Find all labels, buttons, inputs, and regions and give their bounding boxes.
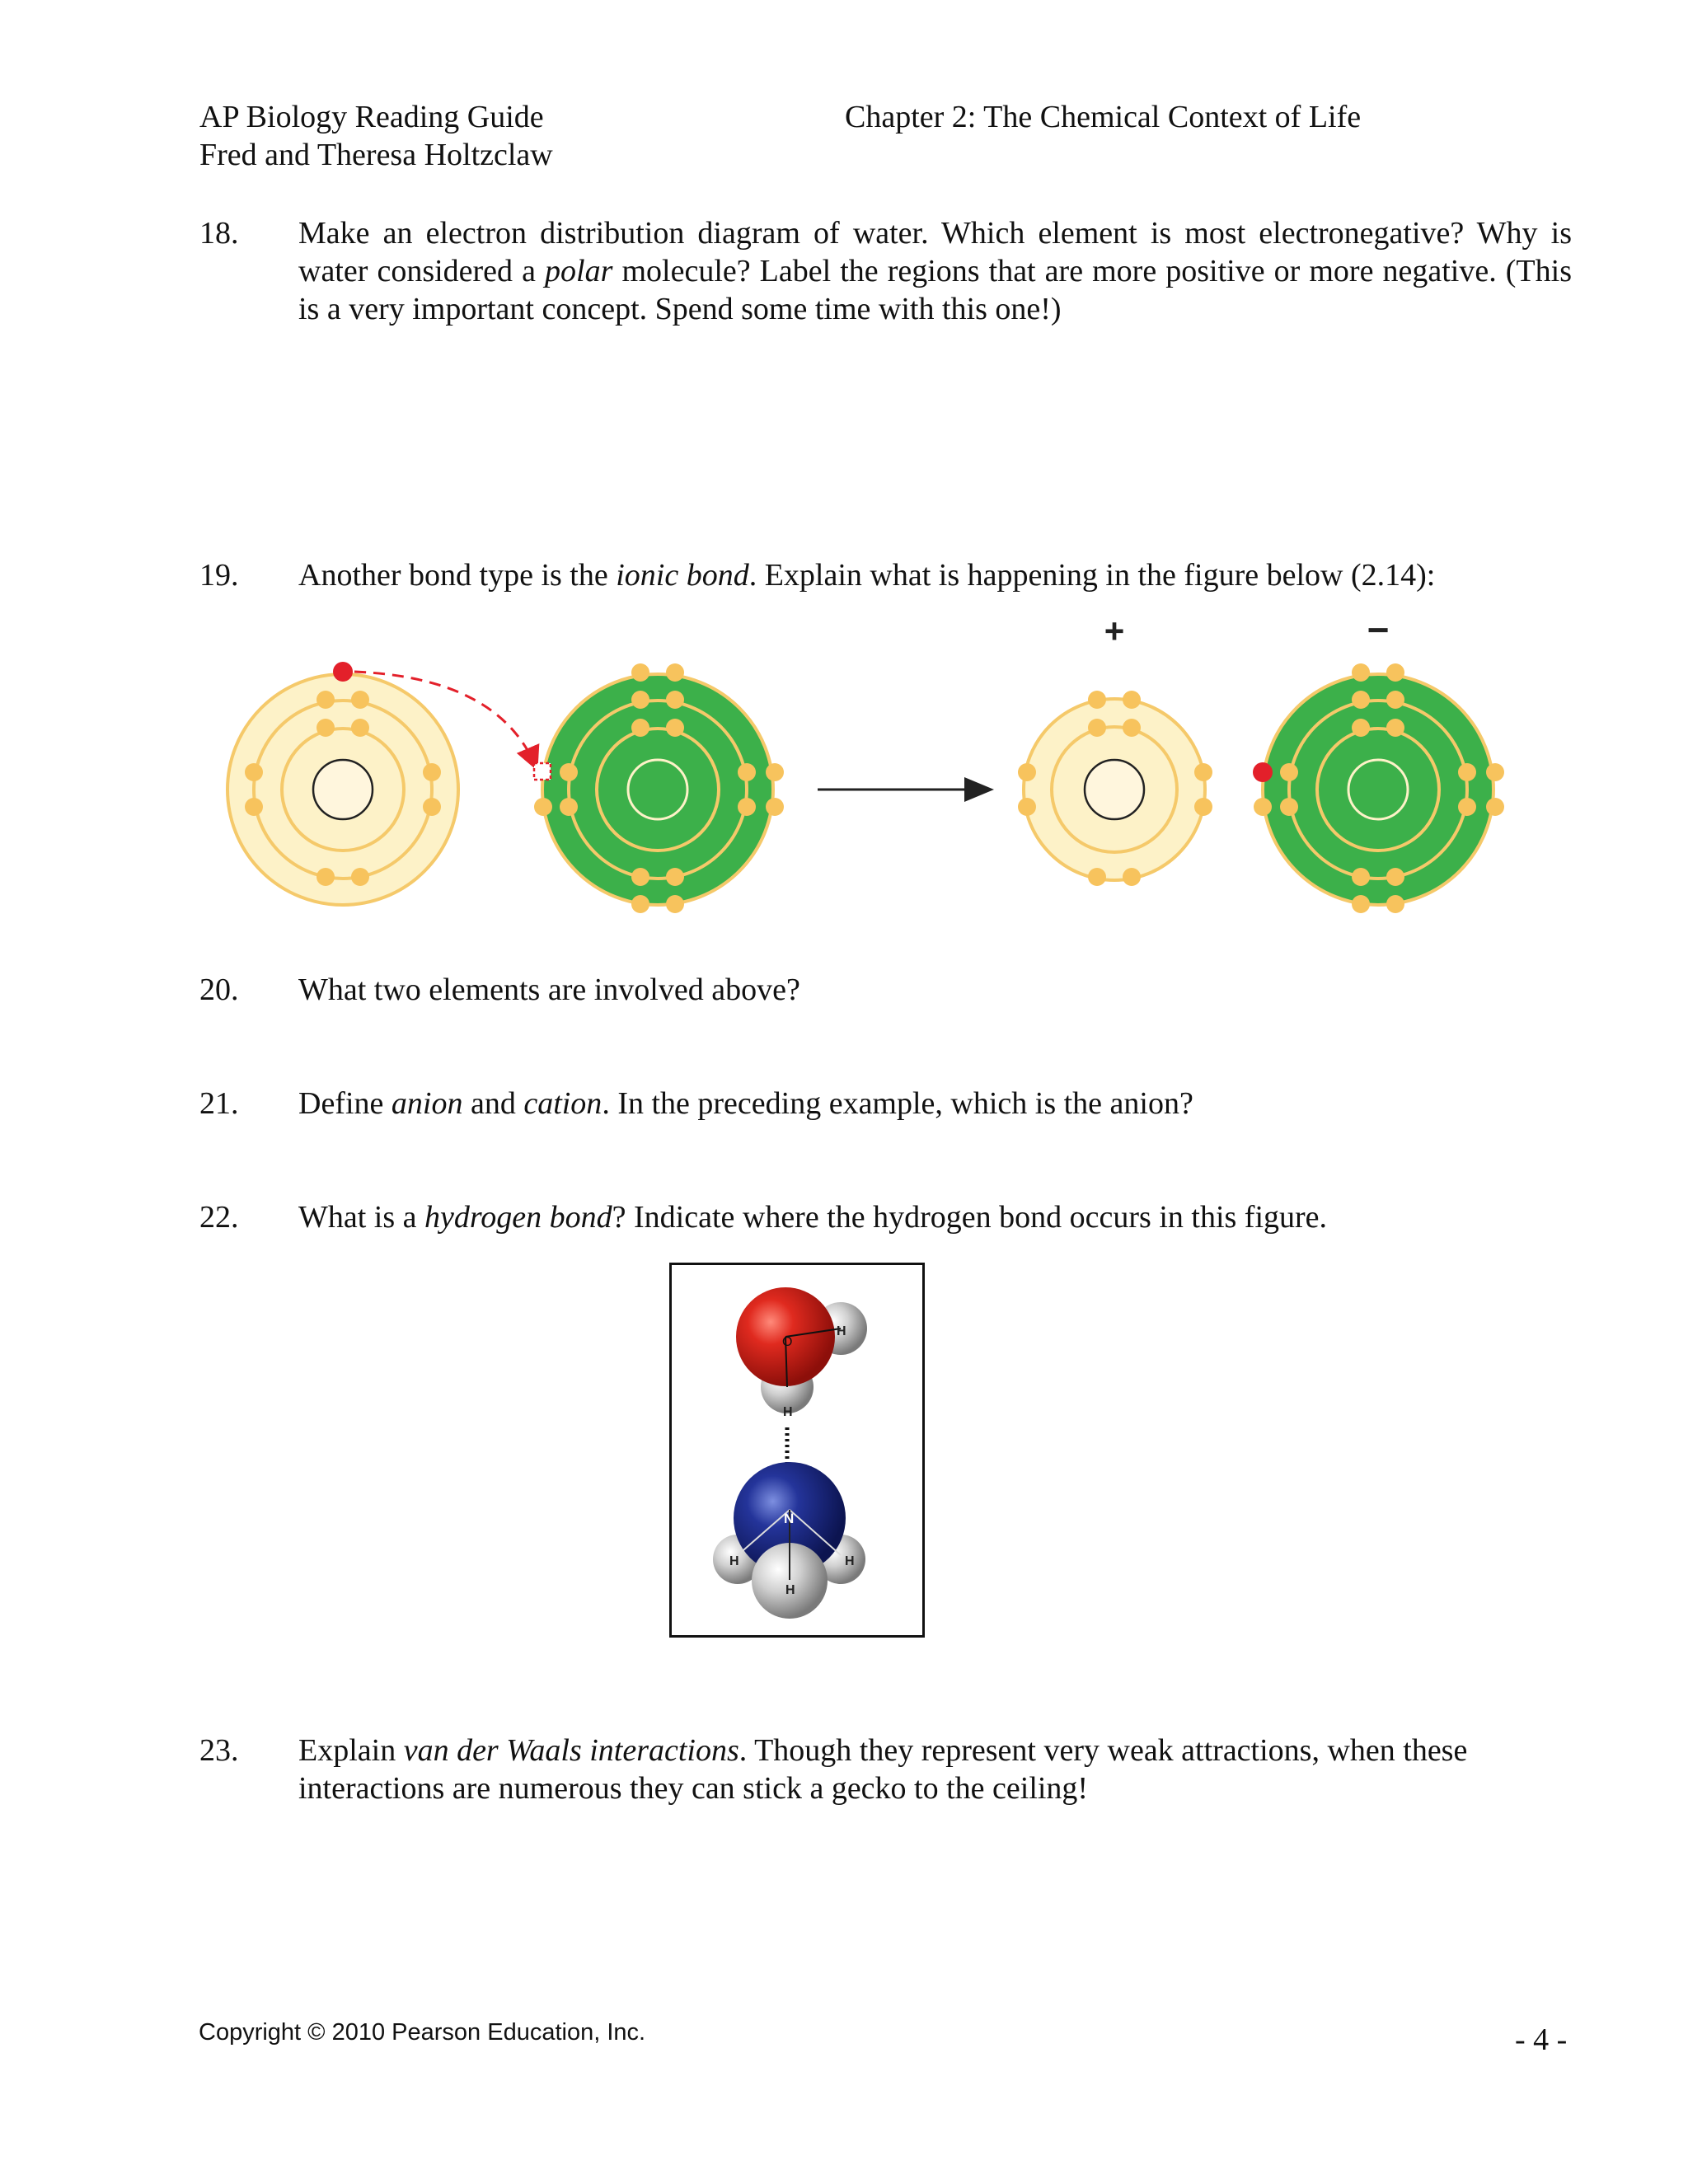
header-authors: Fred and Theresa Holtzclaw <box>199 138 553 172</box>
oxygen-label: O <box>782 1335 793 1349</box>
ammonia-hydrogen-label-3: H <box>785 1583 795 1597</box>
question-text-23: Explain van der Waals interactions. Though they represent very weak attractions, when these interactions are numerous they can stick a gecko to the ceiling! <box>298 1733 1468 1806</box>
water-hydrogen-label-2: H <box>783 1405 793 1419</box>
question-number-20: 20. <box>199 972 239 1007</box>
ammonia-hydrogen-label-1: H <box>729 1554 739 1568</box>
chlorine-atom <box>534 663 784 913</box>
question-text-20: What two elements are involved above? <box>298 972 800 1007</box>
chloride-ion <box>1253 663 1504 913</box>
question-number-19: 19. <box>199 558 239 593</box>
question-text-19: Another bond type is the ionic bond. Explain what is happening in the figure below (2.14): <box>298 558 1436 593</box>
anion-charge-label: − <box>1367 608 1390 651</box>
ionic-bond-figure <box>206 606 1525 935</box>
question-text-22: What is a hydrogen bond? Indicate where the hydrogen bond occurs in this figure. <box>298 1200 1328 1235</box>
ammonia-hydrogen-label-2: H <box>845 1554 855 1568</box>
empty-electron-slot <box>534 763 551 780</box>
transferred-electron <box>333 662 353 682</box>
question-number-18: 18. <box>199 216 239 251</box>
sodium-atom <box>227 662 458 905</box>
footer-copyright: Copyright © 2010 Pearson Education, Inc. <box>199 2019 646 2046</box>
hydrogen-bond-figure <box>669 1263 925 1638</box>
header-chapter: Chapter 2: The Chemical Context of Life <box>845 100 1362 134</box>
question-number-22: 22. <box>199 1200 239 1235</box>
header-guide-title: AP Biology Reading Guide <box>199 100 544 134</box>
cation-charge-label: + <box>1104 612 1125 650</box>
question-number-21: 21. <box>199 1086 239 1121</box>
sodium-ion <box>1018 691 1212 886</box>
question-number-23: 23. <box>199 1733 239 1768</box>
nitrogen-label: N <box>784 1511 795 1526</box>
question-text-18: Make an electron distribution diagram of water. Which element is most electronegative? Why is water considered a polar molecule? Label the regions that are more positive or more negative. (This is a very important concept. Spend some time with this one!) <box>298 216 1572 326</box>
water-hydrogen-label-1: H <box>837 1324 846 1338</box>
page-number: - 4 - <box>1515 2022 1568 2057</box>
question-text-21: Define anion and cation. In the preceding example, which is the anion? <box>298 1086 1193 1121</box>
